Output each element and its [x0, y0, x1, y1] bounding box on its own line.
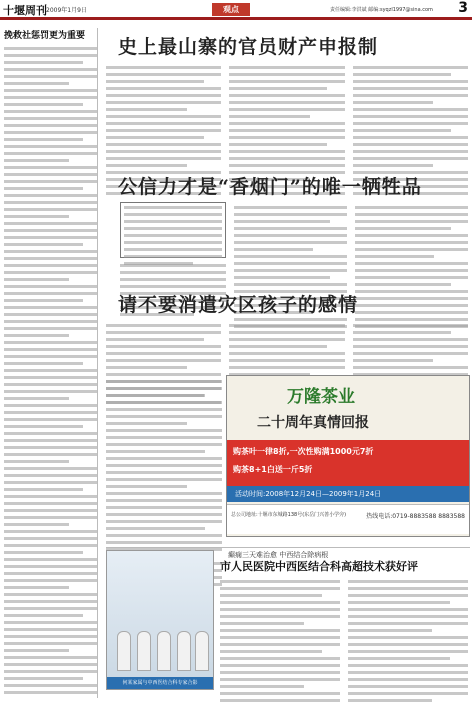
masthead	[0, 0, 472, 18]
left-article-headline: 挽救社惩罚更为重要	[4, 31, 86, 41]
hospital-photo	[106, 550, 214, 690]
masthead-rule	[0, 18, 472, 20]
ad-offer-line2: 购茶8+1白送一斤5折	[233, 465, 313, 474]
article-3-headline: 请不要消遣灾区孩子的感情	[118, 294, 359, 316]
ad-brand: 万隆茶业	[287, 387, 355, 407]
ad-activity-time: 活动时间:2008年12月24日—2009年1月24日	[227, 486, 469, 502]
hospital-headline: 市人民医院中西医结合科高超技术获好评	[220, 560, 418, 573]
hospital-article	[106, 547, 470, 697]
article-1	[106, 32, 468, 162]
photo-caption: 何某家属与中西医结合科专家合影	[107, 677, 213, 689]
page-number: 3	[458, 0, 468, 16]
ad-offer-line1: 购茶叶一律8折,一次性购满1000元7折	[233, 447, 374, 456]
issue-date: 2009年1月9日	[46, 7, 87, 14]
editor-info: 责任编辑:李洪斌 邮编:syqzl1997@sina.com	[330, 7, 433, 13]
left-column-article	[4, 28, 98, 698]
section-tag: 观点	[212, 3, 250, 16]
tea-advertisement	[226, 375, 470, 537]
hospital-kicker: 癫痫三天难治愈 中西结合除病根	[228, 551, 329, 559]
article-2	[106, 172, 468, 302]
left-article-body	[4, 47, 97, 698]
article-2-pullquote	[120, 202, 226, 258]
ad-hotline: 热线电话:0719-8883588 8883588	[366, 513, 465, 520]
article-1-headline: 史上最山寨的官员财产申报制	[118, 36, 379, 58]
paper-logo: 十堰周刊	[3, 4, 47, 17]
ad-offer-band	[227, 440, 469, 486]
ad-title: 二十周年真情回报	[257, 415, 369, 431]
ad-address: 总公司地址:十堰市东城路138号(东岳门兴善小学旁)	[231, 512, 347, 518]
article-2-headline: 公信力才是“香烟门”的唯一牺牲品	[118, 176, 422, 198]
hospital-body	[220, 580, 468, 703]
ad-footer	[227, 504, 469, 534]
